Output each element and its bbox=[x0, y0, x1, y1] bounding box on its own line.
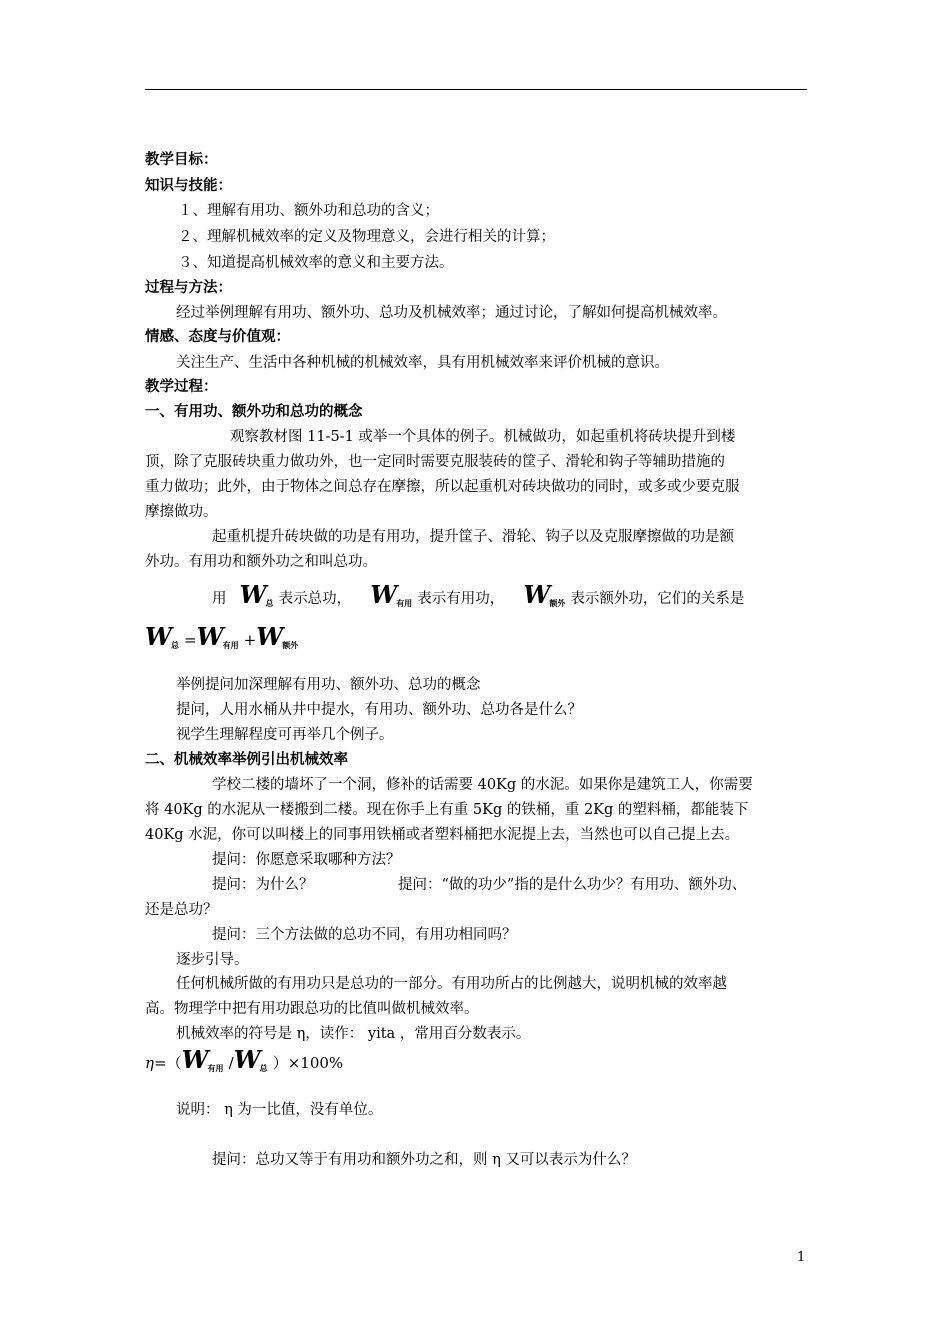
w-extra-sub: 额外 bbox=[549, 599, 566, 608]
use-word: 用 bbox=[212, 591, 227, 607]
eq2-open: =（ bbox=[154, 1054, 182, 1072]
knowledge-heading: 知识与技能： bbox=[145, 178, 232, 194]
eq-sub-useful: 有用 bbox=[222, 641, 239, 650]
extra-work-text: 表示额外功，它们的关系是 bbox=[570, 591, 745, 607]
eq-w-total: W bbox=[145, 622, 171, 651]
eq-sub-extra: 额外 bbox=[282, 641, 299, 650]
ask-2c: 还是总功？ bbox=[145, 902, 218, 918]
w-extra-symbol: W bbox=[523, 580, 550, 609]
ask-2b: 提问：“做的功少”指的是什么功少？有用功、额外功、 bbox=[398, 877, 747, 893]
guide-text: 逐步引导。 bbox=[176, 952, 249, 968]
question-2: 提问，人用水桶从井中提水，有用功、额外功、总功各是什么？ bbox=[176, 702, 582, 718]
paragraph-2-line-2: 外功。有用功和额外功之和叫总功。 bbox=[145, 554, 377, 570]
w-useful-symbol: W bbox=[370, 580, 397, 609]
part2-heading: 二、机械效率举例引出机械效率 bbox=[145, 752, 348, 768]
symbol-line: 机械效率的符号是 η，读作： yita ，常用百分数表示。 bbox=[176, 1026, 531, 1042]
paragraph-1-line-1: 观察教材图 11-5-1 或举一个具体的例子。机械做功，如起重机将砖块提升到楼 bbox=[230, 429, 736, 445]
paragraph-1-line-3: 重力做功；此外，由于物体之间总存在摩擦，所以起重机对砖块做功的同时，或多或少要克服 bbox=[145, 479, 740, 495]
knowledge-item-2: ２、理解机械效率的定义及物理意义，会进行相关的计算； bbox=[178, 229, 555, 245]
w-total-sub: 总 bbox=[265, 599, 274, 608]
ask-2a: 提问：为什么？ bbox=[212, 877, 314, 893]
eq2-sub-total: 总 bbox=[259, 1064, 268, 1073]
paragraph-1-line-2: 顶，除了克服砖块重力做功外，也一定同时需要克服装砖的筐子、滑轮和钩子等辅助措施的 bbox=[145, 454, 725, 470]
final-question: 提问：总功又等于有用功和额外功之和，则 η 又可以表示为什么？ bbox=[212, 1152, 636, 1168]
header-rule bbox=[145, 89, 807, 90]
teaching-heading: 教学过程： bbox=[145, 379, 218, 395]
scenario-line-1: 学校二楼的墙坏了一个洞，修补的话需要 40Kg 的水泥。如果你是建筑工人，你需要 bbox=[212, 777, 753, 793]
goals-heading: 教学目标： bbox=[145, 152, 218, 168]
w-total-symbol: W bbox=[239, 580, 266, 609]
note-text: 说明： η 为一比值，没有单位。 bbox=[176, 1102, 383, 1118]
total-work-text: 表示总功， bbox=[278, 591, 352, 607]
eq2-w-total: W bbox=[233, 1045, 260, 1074]
eq2-sub-useful: 有用 bbox=[207, 1064, 224, 1073]
knowledge-item-3: ３、知道提高机械效率的意义和主要方法。 bbox=[178, 255, 454, 271]
eq-plus: + bbox=[243, 631, 257, 649]
paragraph-2-line-1: 起重机提升砖块做的功是有用功，提升筐子、滑轮、钩子以及克服摩擦做的功是额 bbox=[212, 529, 734, 545]
eq-w-extra: W bbox=[256, 622, 283, 651]
eq-equals: = bbox=[184, 631, 197, 649]
page-number: 1 bbox=[797, 1250, 806, 1265]
definition-line-2: 高。物理学中把有用功跟总功的比值叫做机械效率。 bbox=[145, 1001, 479, 1017]
eq2-close: ）×100% bbox=[272, 1054, 344, 1072]
efficiency-equation bbox=[145, 1045, 343, 1074]
scenario-line-2: 将 40Kg 的水泥从一楼搬到二楼。现在你手上有重 5Kg 的铁桶，重 2Kg 的塑料桶，都能装下 bbox=[145, 802, 749, 818]
paragraph-1-line-4: 摩擦做功。 bbox=[145, 504, 218, 520]
process-text: 经过举例理解有用功、额外功、总功及机械效率；通过讨论，了解如何提高机械效率。 bbox=[176, 305, 727, 321]
attitude-heading: 情感、态度与价值观： bbox=[145, 329, 290, 345]
definition-line bbox=[212, 580, 744, 609]
question-3: 视学生理解程度可再举几个例子。 bbox=[176, 727, 394, 743]
eq2-eta: η bbox=[145, 1054, 154, 1072]
process-heading: 过程与方法： bbox=[145, 280, 232, 296]
part1-heading: 一、有用功、额外功和总功的概念 bbox=[145, 404, 363, 420]
eq-w-useful: W bbox=[196, 622, 223, 651]
ask-1: 提问：你愿意采取哪种方法？ bbox=[212, 852, 401, 868]
question-1: 举例提问加深理解有用功、额外功、总功的概念 bbox=[176, 677, 481, 693]
useful-work-text: 表示有用功， bbox=[417, 591, 505, 607]
eq2-slash: / bbox=[228, 1054, 234, 1072]
relation-equation bbox=[145, 622, 298, 651]
scenario-line-3: 40Kg 水泥，你可以叫楼上的同事用铁桶或者塑料桶把水泥提上去，当然也可以自己提上去。 bbox=[145, 827, 740, 843]
knowledge-item-1: １、理解有用功、额外功和总功的含义； bbox=[178, 203, 439, 219]
w-useful-sub: 有用 bbox=[396, 599, 413, 608]
definition-line-1: 任何机械所做的有用功只是总功的一部分。有用功所占的比例越大，说明机械的效率越 bbox=[176, 976, 727, 992]
eq2-w-useful: W bbox=[181, 1045, 208, 1074]
eq-sub-total: 总 bbox=[170, 641, 179, 650]
attitude-text: 关注生产、生活中各种机械的机械效率，具有用机械效率来评价机械的意识。 bbox=[176, 355, 669, 371]
ask-3: 提问：三个方法做的总功不同，有用功相同吗？ bbox=[212, 927, 517, 943]
